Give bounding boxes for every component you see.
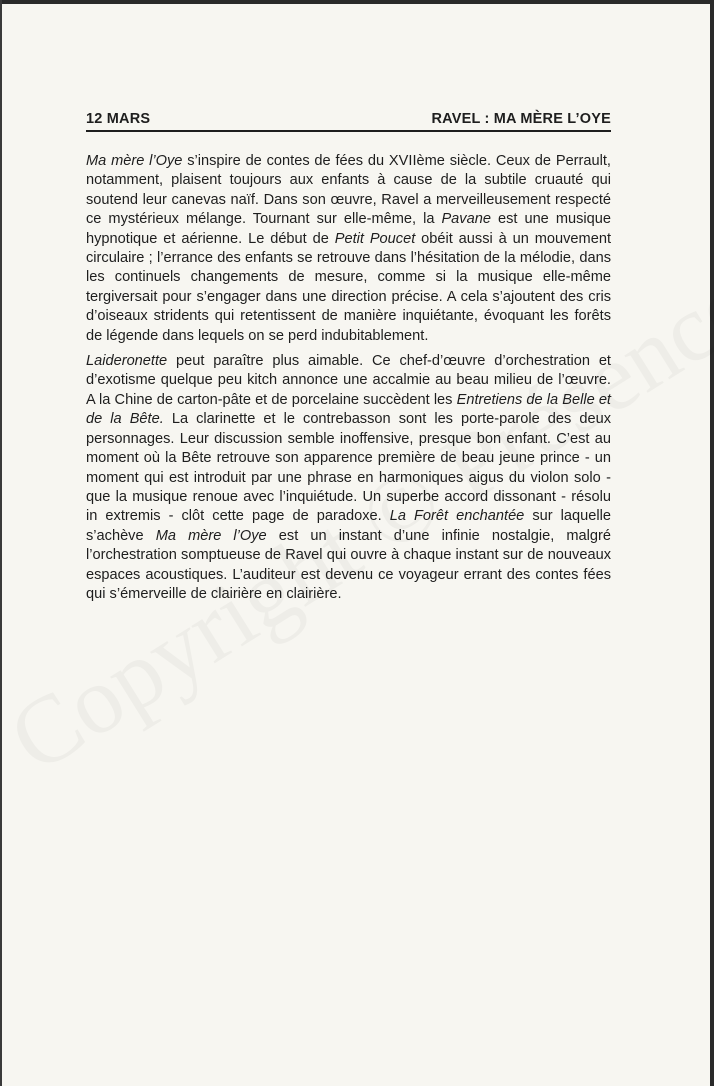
paragraph	[86, 152, 611, 346]
paragraph	[86, 352, 611, 604]
text-run: s’inspire de contes de fées du XVIIème siècle. Ceux de Perrault, notamment, plaisent toujours aux enfants à cause de la subtile cruauté qui soutend leur canevas naïf. Dans son œuvre, Ravel a merveilleusement respecté ce mystérieux mélange. Tournant sur elle-même, la	[86, 153, 611, 228]
text-run: est un instant d’une infinie nostalgie, malgré l’orchestration somptueuse de Ravel qui ouvre à chaque instant sur de nouveaux espaces acoustiques. L’auditeur est devenu ce voyageur errant des contes fées qui s’émerveille de clairière en clairière.	[86, 527, 612, 602]
italic-title: Ma mère l’Oye	[155, 527, 267, 544]
scan-edge-left	[0, 0, 2, 1086]
header-date: 12 MARS	[86, 111, 151, 127]
text-run: est une musique hypnotique et aérienne. Le début de	[86, 211, 611, 247]
italic-title: Entretiens de la Belle et de la Bête.	[86, 391, 611, 428]
scan-edge-right	[710, 0, 714, 1086]
article-body	[86, 152, 611, 610]
text-run: La clarinette et le contrebasson sont les porte-parole des deux personnages. Leur discussion semble inoffensive, presque bon enfant. C’est au moment où la Bête retrouve son apparence première de beau jeune prince - un moment qui est introduit par une phrase en harmoniques aigus du violon solo - que la musique renoue avec l’inquiétude. Un superbe accord dissonant - résolu in extremis - clôt cette page de paradoxe.	[86, 411, 612, 525]
page-header	[86, 111, 611, 132]
italic-title: Ma mère l’Oye	[86, 153, 183, 169]
text-run: peut paraître plus aimable. Ce chef-d’œuvre d’orchestration et d’exotisme quelque peu kitch annonce une accalmie au beau milieu de l’œuvre. A la Chine de carton-pâte et de porcelaine succèdent les	[86, 353, 611, 408]
italic-title: La Forêt enchantée	[389, 508, 525, 525]
scan-edge-top	[0, 0, 714, 4]
header-title: RAVEL : MA MÈRE L’OYE	[431, 111, 611, 127]
text-run: obéit aussi à un mouvement circulaire ; l’errance des enfants se retrouve dans l’hésitation de la mélodie, dans les continuels changements de mesure, comme si la musique elle-même tergiversait pour s’engager dans une direction précise. A cela s’ajoutent des cris d’oiseaux stridents qui retentissent de manière inquiétante, évoquant les forêts de légende dans lequels on se perd indubitablement.	[86, 230, 611, 344]
italic-title: Petit Poucet	[334, 230, 416, 247]
text-run: sur laquelle s’achève	[86, 508, 611, 544]
italic-title: Laideronette	[86, 353, 168, 370]
italic-title: Pavane	[441, 211, 491, 228]
